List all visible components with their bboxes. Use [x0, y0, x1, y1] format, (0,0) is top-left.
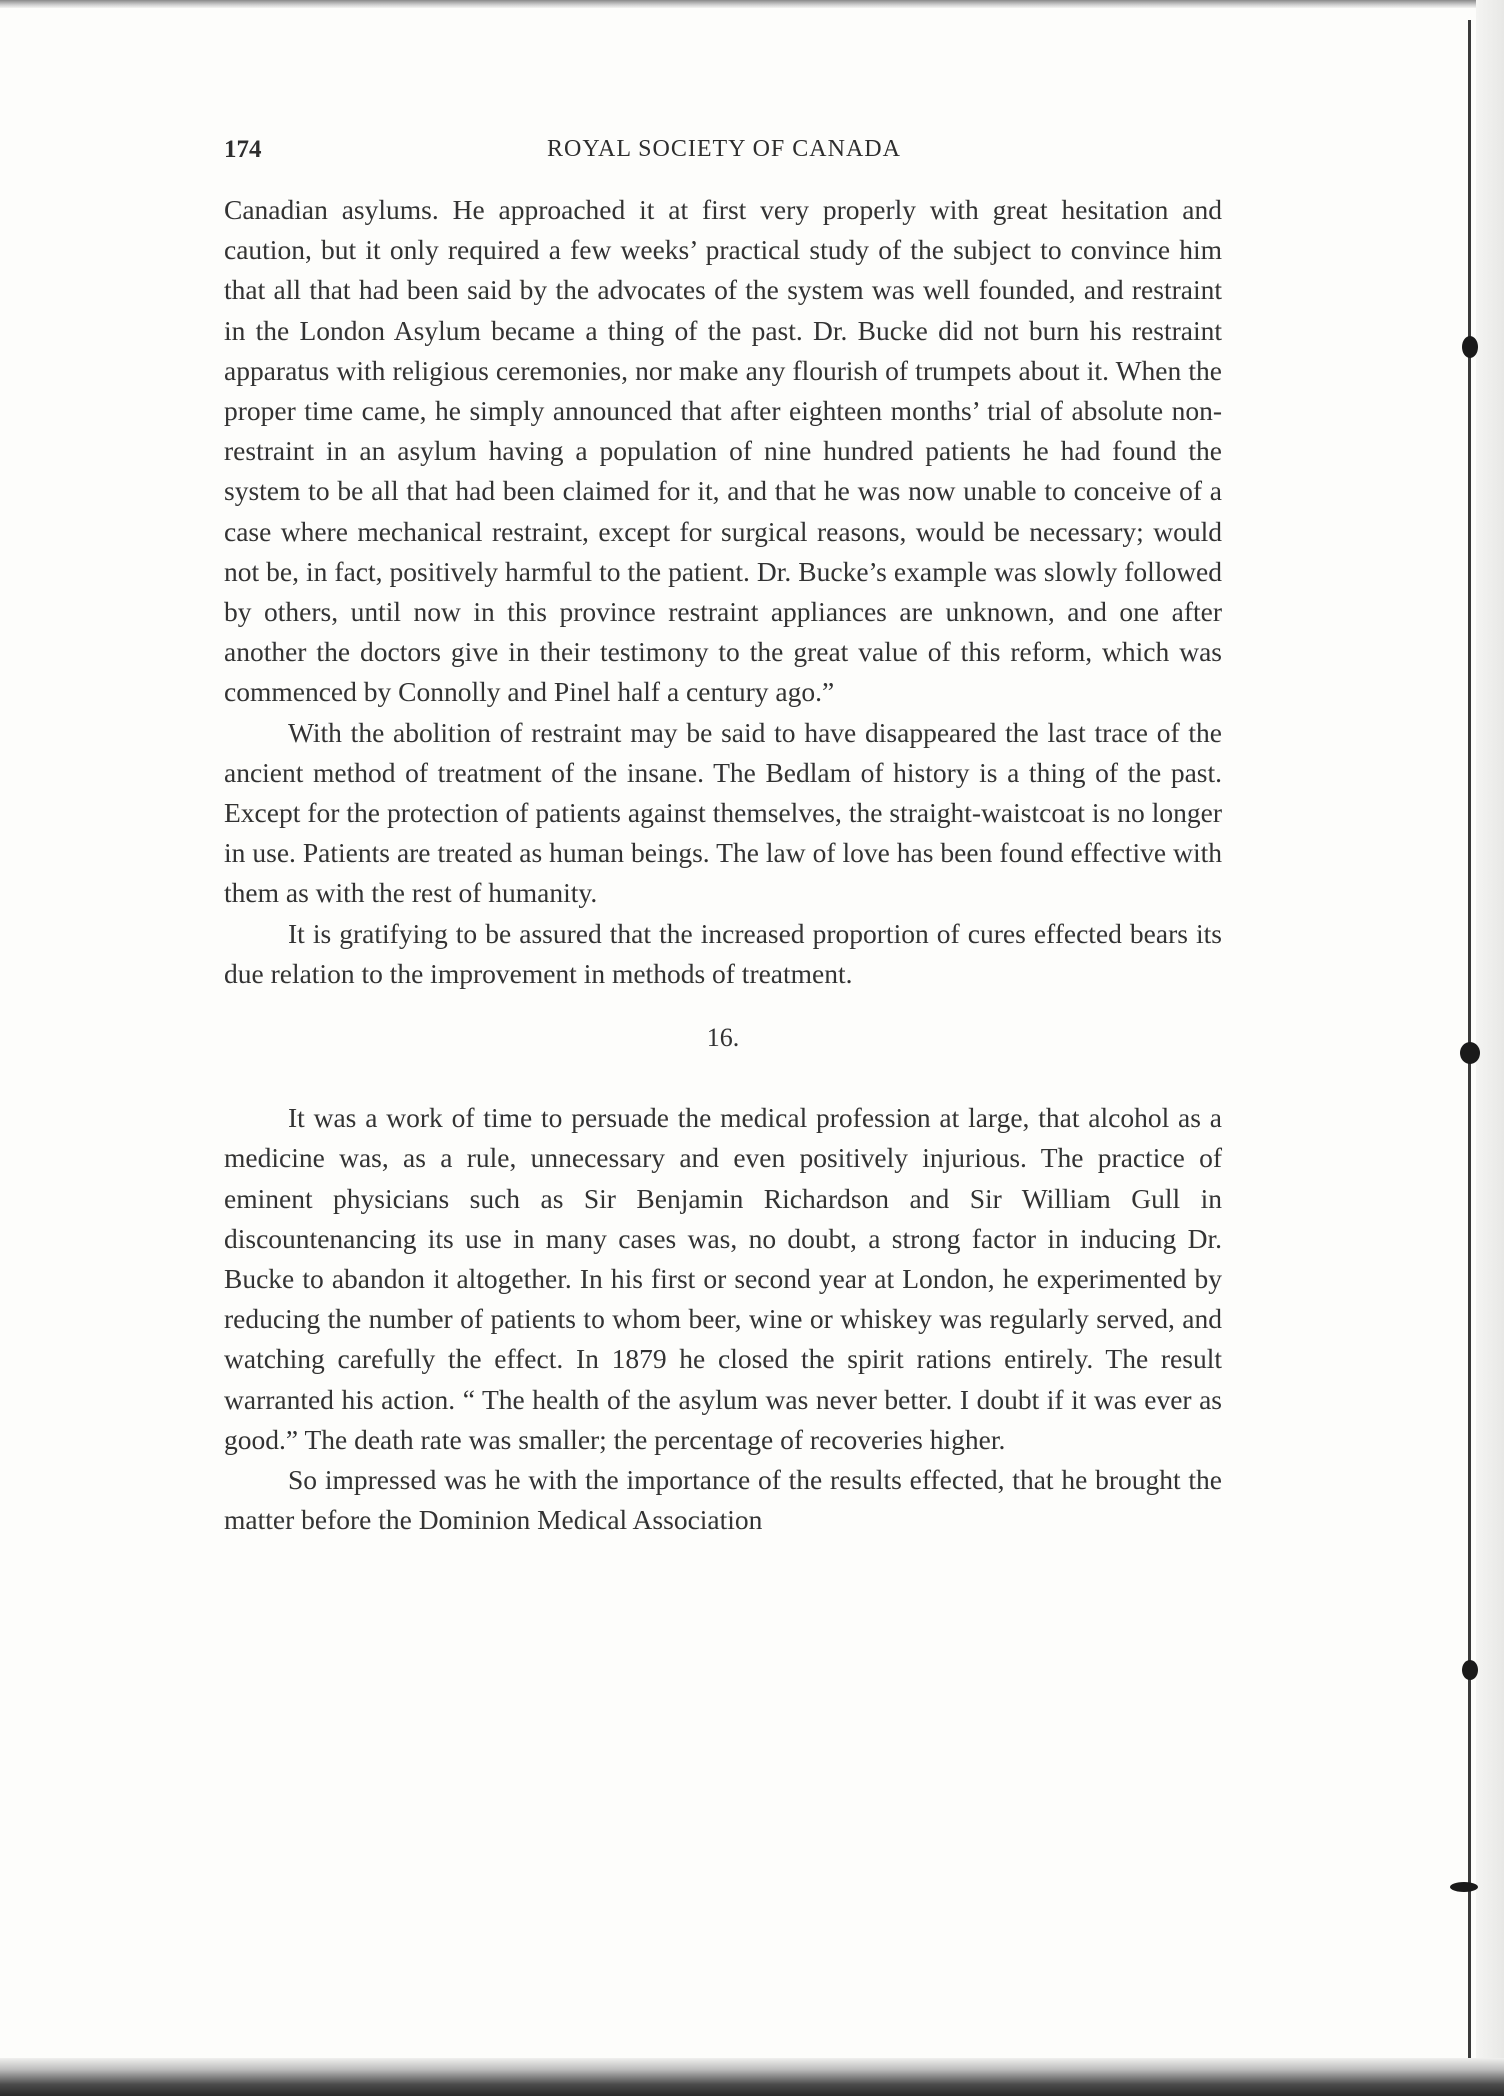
section-number: 16.	[706, 1023, 740, 1053]
page-header	[224, 136, 1224, 172]
running-title: ROYAL SOCIETY OF CANADA	[547, 136, 901, 162]
body-text	[224, 190, 1222, 1541]
paragraph: So impressed was he with the importance of the results effected, that he brought the matter before the Dominion Medical Association	[224, 1464, 1222, 1536]
page-top-edge	[0, 0, 1504, 8]
paragraph: It was a work of time to persuade the medical profession at large, that alcohol as a medicine was, as a rule, unnecessary and even positively injurious. The practice of eminent physicians such as Sir Benjamin Richardson and Sir William Gull in discountenancing its use in many cases was, no doubt, a strong factor in inducing Dr. Bucke to abandon it altogether. In his first or second year at London, he experimented by reducing the number of patients to whom beer, wine or whiskey was regularly served, and watching carefully the effect. In 1879 he closed the spirit rations entirely. The result warranted his action. “ The health of the asylum was never better. I doubt if it was ever as good.” The death rate was smaller; the percentage of recoveries higher.	[224, 1102, 1222, 1455]
page-right-margin	[1476, 0, 1504, 2096]
paragraph: With the abolition of restraint may be said to have disappeared the last trace of the ancient method of treatment of the insane. The Bedlam of history is a thing of the past. Except for the protection of patients against themselves, the straight-waistcoat is no longer in use. Patients are treated as human beings. The law of love has been found effective with them as with the rest of humanity.	[224, 716, 1222, 909]
binding-mark	[1460, 1042, 1480, 1064]
binding-edge	[1468, 20, 1471, 2060]
paragraph: It is gratifying to be assured that the increased proportion of cures effected bears its due relation to the improvement in methods of treatment.	[224, 917, 1222, 989]
page-number: 174	[224, 136, 262, 163]
paragraph: Canadian asylums. He approached it at first very properly with great hesitation and caution, but it only required a few weeks’ practical study of the subject to convince him that all that had been said by the advocates of the system was well founded, and restraint in the London Asylum became a thing of the past. Dr. Bucke did not burn his restraint apparatus with religious ceremonies, nor make any flourish of trumpets about it. When the proper time came, he simply announced that after eighteen months’ trial of absolute non-restraint in an asylum having a population of nine hundred patients he had found the system to be all that had been claimed for it, and that he was now unable to conceive of a case where mechanical restraint, except for surgical reasons, would be necessary; would not be, in fact, positively harmful to the patient. Dr. Bucke’s example was slowly followed by others, until now in this province restraint appliances are unknown, and one after another the doctors give in their testimony to the great value of this reform, which was commenced by Connolly and Pinel half a century ago.”	[224, 194, 1222, 708]
binding-mark	[1462, 336, 1478, 358]
binding-mark	[1462, 1660, 1478, 1680]
page-bottom-edge	[0, 2058, 1504, 2096]
binding-mark	[1450, 1882, 1478, 1892]
